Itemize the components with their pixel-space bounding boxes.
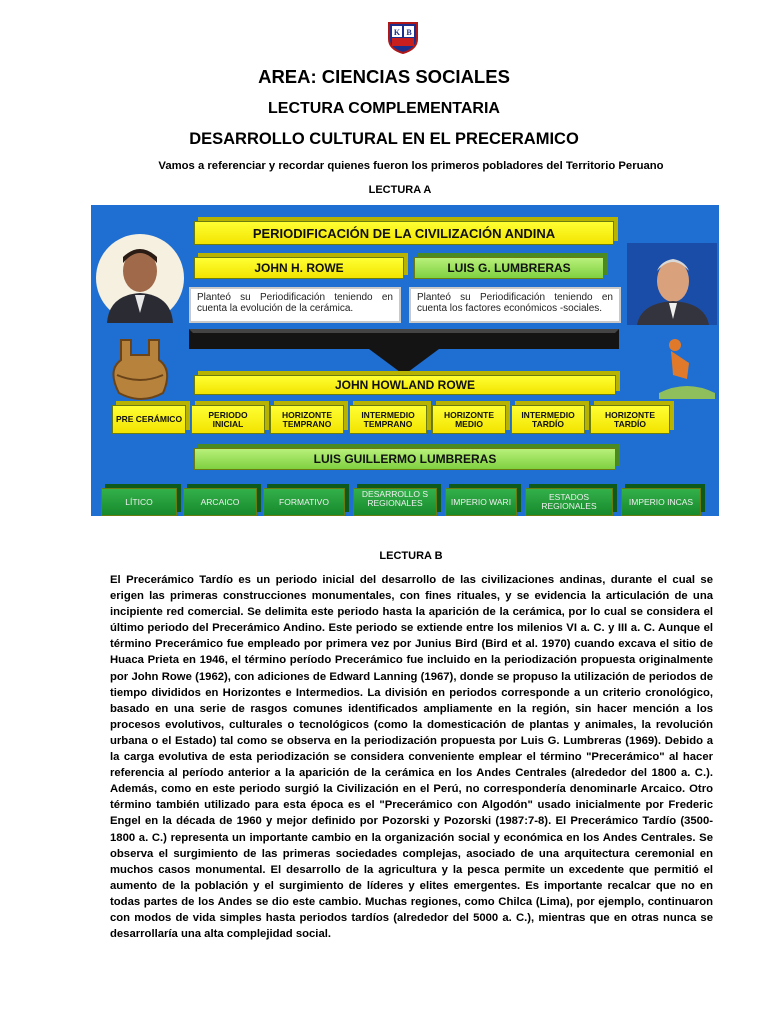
periodization-diagram [91, 205, 719, 516]
lumbreras-period: LÍTICO [101, 488, 177, 516]
rowe-note: Planteó su Periodificación teniendo en cuenta la evolución de la cerámica. [189, 287, 401, 323]
lectura-b-label: LECTURA B [379, 550, 443, 562]
svg-text:K: K [393, 28, 401, 37]
rowe-period: HORIZONTE TARDÍO [590, 405, 670, 434]
rowe-period: INTERMEDIO TEMPRANO [349, 405, 427, 434]
rowe-period: PERIODO INICIAL [191, 405, 265, 434]
lumbreras-full-bar: LUIS GUILLERMO LUMBRERAS [194, 448, 616, 470]
lectura-a-label: LECTURA A [368, 184, 432, 196]
worker-icon [659, 335, 715, 399]
school-crest-icon [387, 21, 419, 54]
subtitle: LECTURA COMPLEMENTARIA [268, 100, 500, 117]
diagram-title: PERIODIFICACIÓN DE LA CIVILIZACIÓN ANDINA [194, 221, 614, 245]
rowe-author-bar: JOHN H. ROWE [194, 257, 404, 279]
svg-text:B: B [406, 28, 412, 37]
lumbreras-author-bar: LUIS G. LUMBRERAS [414, 257, 604, 279]
arrow-down-icon [189, 329, 619, 377]
lumbreras-period: FORMATIVO [263, 488, 345, 516]
lumbreras-note: Planteó su Periodificación teniendo en cuenta los factores económicos -sociales. [409, 287, 621, 323]
rowe-full-bar: JOHN HOWLAND ROWE [194, 375, 616, 395]
rowe-period: HORIZONTE MEDIO [432, 405, 506, 434]
intro-text: Vamos a referenciar y recordar quienes fueron los primeros pobladores del Territorio Peruano [158, 160, 664, 172]
lectura-b-text: El Precerámico Tardío es un periodo inicial del desarrollo de las civilizaciones andinas, durante el cual se erigen las primeras construcciones monumentales, con fines rituales, y se evidencia la articulación de una incipiente red comercial. Se delimita este periodo hasta la aparición de la cerámica, por lo cual se considera el último periodo del Precerámico Andino. Este periodo se extiende entre los milenios VI a. C. y III a. C. Aunque el término Precerámico fue empleado por primera vez por Junius Bird (Bird et al. 1970) cuando excava el sitio de Huaca Prieta en 1946, el término período Precerámico fue incluido en la periodización propuesta originalmente por John Rowe (1962), con adiciones de Edward Lanning (1967), donde se propuso la utilización de periodos de tiempo divididos en Horizontes e Intermedios. La división en periodos corresponde a un criterio cronológico, basado en una serie de rasgos comunes identificados ampliamente en la región, sin hacer mención a los procesos evolutivos, culturales o tecnológicos (como la domesticación de plantas y animales, la revolución urbana o el Estado) tal como se observa en la periodización propuesta por Luis G. Lumbreras (1969). Debido a la carga evolutiva de esta periodización se considera conveniente emplear el término "Precerámico" al hacer referencia al período anterior a la aparición de la cerámica en los Andes Centrales (alrededor del 1800 a. C.). Además, como en este periodo surgió la Civilización en el Perú, no correspondería denominarle Arcaico. Otro término también utilizado para esta época es el "Precerámico con Algodón" usado inicialmente por Frederic Engel en la década de 1960 y mejor definido por Pozorski y Pozorski (1987:7-8). El Precerámico Tardío (3500-1800 a. C.) representa un importante cambio en la organización social y económica en los Andes Centrales. Se observa el surgimiento de las primeras sociedades complejas, asociado de una arquitectura ceremonial en muchos casos monumental. El desarrollo de la agricultura y la pesca permite un excedente que permitió el aumento de la población y el surgimiento de líderes y elites emergentes. Es importante recalcar que no en todas partes de los Andes se dio este cambio. Muchas regiones, como Chilca (Lima), por ejemplo, continuaron con modos de vida simples hasta periodos tardíos (alrededor del 5000 a. C.), mientras que en otras nunca se desarrollaría una alta complejidad social. [110, 574, 713, 941]
lumbreras-period: IMPERIO INCAS [621, 488, 701, 516]
pottery-icon [101, 335, 179, 405]
rowe-period: INTERMEDIO TARDÍO [511, 405, 585, 434]
lumbreras-portrait [627, 243, 717, 325]
rowe-period: PRE CERÁMICO [112, 405, 186, 434]
lumbreras-period: IMPERIO WARI [445, 488, 517, 516]
lumbreras-period: DESARROLLO S REGIONALES [353, 488, 437, 516]
lumbreras-period: ESTADOS REGIONALES [525, 488, 613, 516]
lumbreras-period: ARCAICO [183, 488, 257, 516]
rowe-period: HORIZONTE TEMPRANO [270, 405, 344, 434]
area-title: AREA: CIENCIAS SOCIALES [258, 66, 510, 87]
rowe-portrait [95, 233, 185, 323]
topic-title: DESARROLLO CULTURAL EN EL PRECERAMICO [189, 130, 579, 148]
